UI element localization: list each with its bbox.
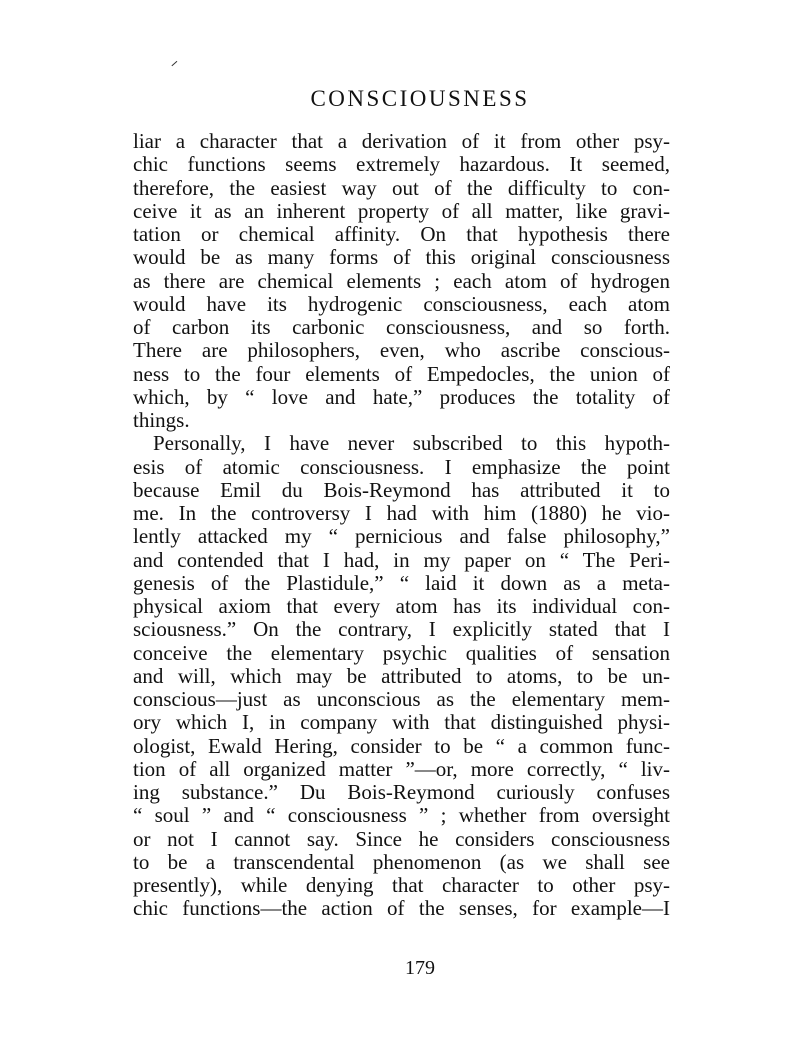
running-header: CONSCIOUSNESS — [310, 86, 530, 111]
text-line: lently attacked my “ pernicious and false philosophy,” — [133, 524, 670, 549]
text-line: chic functions seems extremely hazardous. It seemed, — [133, 152, 670, 177]
body-text — [133, 130, 670, 921]
text-line: because Emil du Bois-Reymond has attributed it to — [133, 477, 670, 502]
text-line: to be a transcendental phenomenon (as we shall see — [133, 849, 670, 874]
text-line: conceive the elementary psychic qualities of sensation — [133, 640, 670, 665]
text-line: ceive it as an inherent property of all matter, like gravi- — [133, 198, 670, 223]
text-line: tation or chemical affinity. On that hypothesis there — [133, 222, 670, 246]
text-line: “ soul ” and “ consciousness ” ; whether from oversight — [133, 803, 670, 828]
text-line: ory which I, in company with that distinguished physi- — [133, 710, 670, 735]
text-line: ing substance.” Du Bois-Reymond curiously confuses — [133, 780, 670, 804]
text-line: ologist, Ewald Hering, consider to be “ a common func- — [133, 733, 670, 758]
text-line: chic functions—the action of the senses, for example—I — [133, 896, 670, 921]
text-line: physical axiom that every atom has its individual con- — [133, 594, 670, 618]
pencil-mark — [171, 61, 177, 67]
text-line: tion of all organized matter ”—or, more correctly, “ liv- — [133, 756, 670, 781]
paragraph — [133, 130, 670, 432]
text-line: would have its hydrogenic consciousness, each atom — [133, 291, 670, 316]
text-line: sciousness.” On the contrary, I explicitly stated that I — [133, 617, 670, 642]
text-line: genesis of the Plastidule,” “ laid it down as a meta- — [133, 570, 670, 595]
text-line: liar a character that a derivation of it from other psy- — [133, 129, 670, 153]
text-line: of carbon its carbonic consciousness, and so forth. — [133, 315, 670, 339]
text-line: and will, which may be attributed to atoms, to be un- — [133, 663, 670, 688]
text-line: things. — [133, 408, 190, 432]
text-line: me. In the controversy I had with him (1880) he vio- — [133, 501, 670, 525]
text-line: as there are chemical elements ; each atom of hydrogen — [133, 268, 670, 293]
text-line: which, by “ love and hate,” produces the totality of — [133, 384, 670, 409]
text-line: conscious—just as unconscious as the elementary mem- — [133, 687, 670, 711]
text-line: or not I cannot say. Since he considers consciousness — [133, 826, 670, 851]
text-line: ness to the four elements of Empedocles, the union of — [133, 361, 670, 386]
text-line: presently), while denying that character to other psy- — [133, 873, 670, 897]
text-line: therefore, the easiest way out of the difficulty to con- — [133, 175, 670, 200]
paragraph — [133, 432, 670, 920]
text-line: would be as many forms of this original consciousness — [133, 245, 670, 270]
text-line: There are philosophers, even, who ascribe conscious- — [133, 338, 670, 363]
text-line: Personally, I have never subscribed to this hypoth- — [153, 431, 670, 456]
text-line: and contended that I had, in my paper on “ The Peri- — [133, 547, 670, 572]
text-line: esis of atomic consciousness. I emphasize the point — [133, 454, 670, 479]
page-number: 179 — [405, 957, 435, 979]
